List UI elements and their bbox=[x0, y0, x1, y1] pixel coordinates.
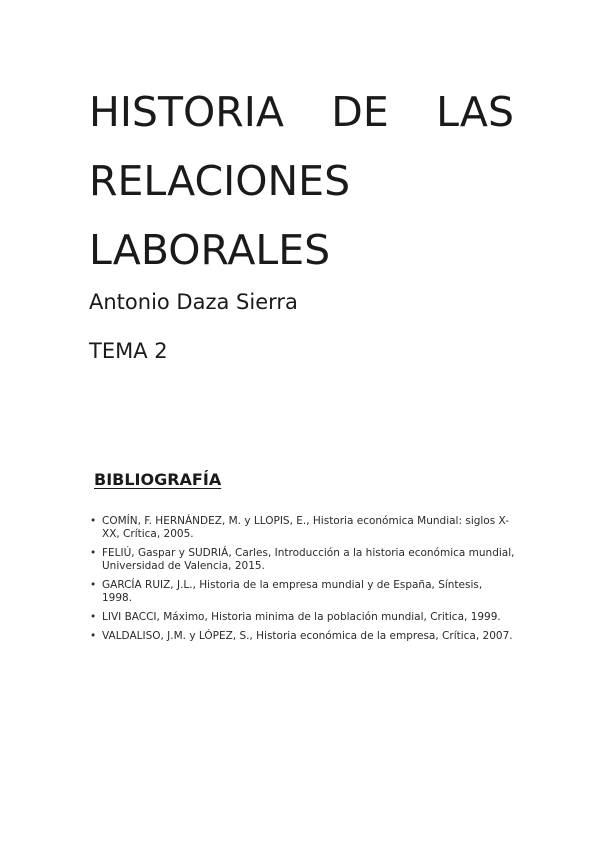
title-line-3: LABORALES bbox=[89, 226, 331, 274]
bullet-icon: • bbox=[90, 630, 97, 642]
document-title bbox=[89, 78, 514, 285]
bullet-icon: • bbox=[90, 579, 97, 591]
bibliography-item-text: GARCÍA RUIZ, J.L., Historia de la empresa mundial y de España, Síntesis, 1998. bbox=[102, 579, 483, 604]
bibliography-item bbox=[90, 515, 515, 541]
bullet-icon: • bbox=[90, 611, 97, 623]
title-line-2: RELACIONES bbox=[89, 157, 351, 205]
title-word: LAS bbox=[436, 88, 514, 136]
title-word: HISTORIA bbox=[89, 88, 284, 136]
bibliography-item bbox=[90, 611, 515, 624]
bibliography-item bbox=[90, 547, 515, 573]
bibliography-item-text: FELIÚ, Gaspar y SUDRIÁ, Carles, Introducción a la historia económica mundial, Universidad de Valencia, 2015. bbox=[102, 547, 515, 572]
bullet-icon: • bbox=[90, 515, 97, 527]
title-word: DE bbox=[331, 88, 389, 136]
bibliography-heading: BIBLIOGRAFÍA bbox=[94, 470, 222, 489]
topic-label: TEMA 2 bbox=[89, 339, 168, 363]
bullet-icon: • bbox=[90, 547, 97, 559]
bibliography-list bbox=[90, 515, 515, 649]
author-name: Antonio Daza Sierra bbox=[89, 290, 298, 314]
bibliography-item bbox=[90, 579, 515, 605]
bibliography-item bbox=[90, 630, 515, 643]
bibliography-item-text: LIVI BACCI, Máximo, Historia minima de la población mundial, Critica, 1999. bbox=[102, 611, 501, 623]
bibliography-item-text: VALDALISO, J.M. y LÓPEZ, S., Historia económica de la empresa, Crítica, 2007. bbox=[102, 630, 513, 642]
title-line-1 bbox=[89, 78, 514, 147]
bibliography-item-text: COMÍN, F. HERNÁNDEZ, M. y LLOPIS, E., Historia económica Mundial: siglos X-XX, Crítica, 2005. bbox=[102, 515, 510, 540]
